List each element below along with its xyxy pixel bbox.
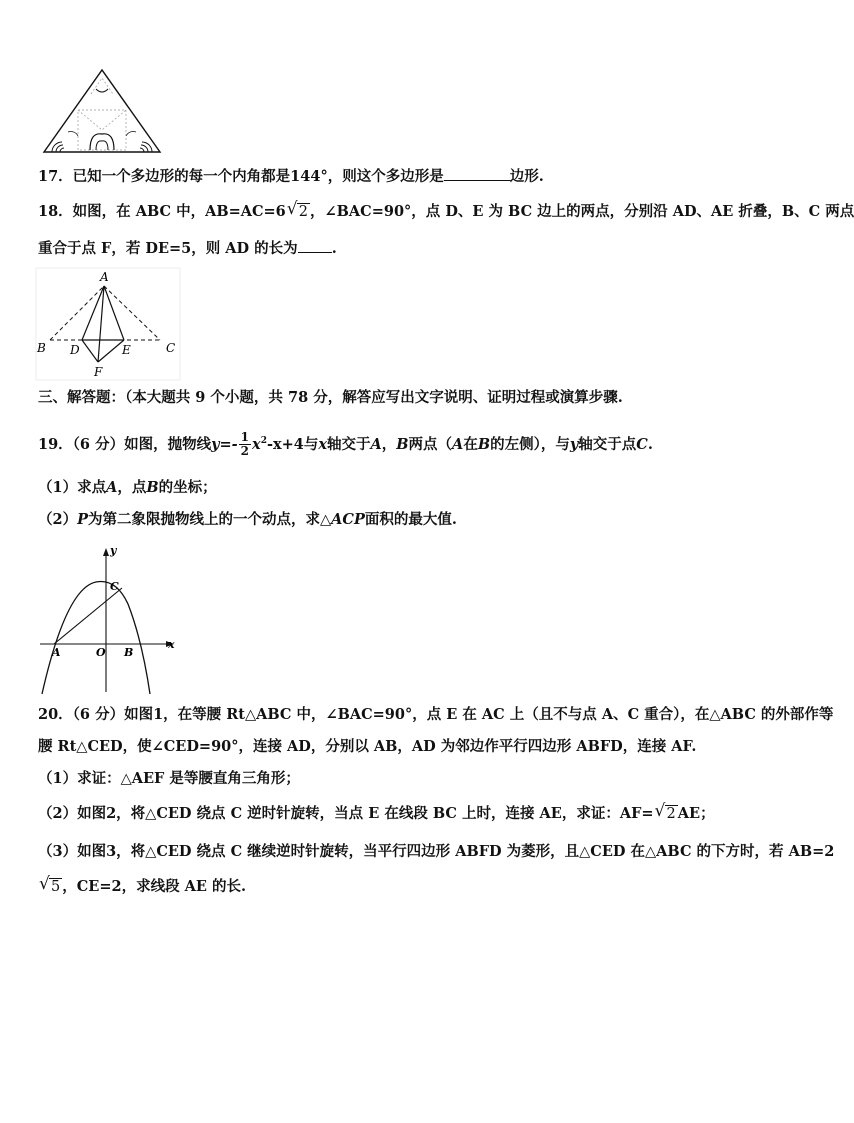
label-A: A <box>100 270 109 284</box>
question-18-line2 <box>38 238 758 259</box>
label-D: D <box>70 343 80 357</box>
label-y: y <box>110 544 117 557</box>
sqrt-radicand: 2 <box>298 204 309 220</box>
q19-text-g: 轴交于点 <box>578 435 637 453</box>
q18-text-end: . <box>331 240 337 257</box>
frac-denominator: 2 <box>240 444 250 459</box>
q19-sub1-point-a: A <box>106 479 118 496</box>
label-C: C <box>110 580 119 593</box>
question-19-sub2 <box>38 510 758 530</box>
triangle-pattern-figure <box>38 64 168 156</box>
q19-comma: ， <box>381 435 397 453</box>
q19-text-f: 的左侧），与 <box>490 435 570 453</box>
q18-text-b: ，∠BAC=90°，点 D、E 为 BC 边上的两点，分别沿 AD、AE 折叠，B、C 两点 <box>310 203 854 220</box>
label-F: F <box>94 365 103 379</box>
q20-text-1: 20．（6 分）如图1，在等腰 Rt△ABC 中，∠BAC=90°，点 E 在 AC 上（且不与点 A、C 重合），在△ABC 的外部作等 <box>38 706 834 723</box>
q19-y-axis: y <box>569 435 579 453</box>
q20-sub3-b: ，CE=2，求线段 AE 的长. <box>62 878 247 895</box>
q17-text-end: 边形. <box>509 168 544 185</box>
frac-numerator: 1 <box>240 430 250 445</box>
question-20-line1 <box>38 705 834 725</box>
q19-text-d: 两点（ <box>408 435 453 453</box>
section-3-title <box>38 388 758 408</box>
q18-text-a: 18．如图，在 ABC 中，AB=AC=6 <box>38 203 286 220</box>
label-A: A <box>52 646 61 659</box>
q19-text-c: 轴交于 <box>327 435 371 453</box>
question-20-sub3-line1 <box>38 842 835 862</box>
q19-sub1-c: 的坐标； <box>158 479 217 496</box>
q19-sub1-point-b: B <box>146 479 159 496</box>
q19-point-c: C <box>636 435 648 453</box>
sqrt-symbol <box>288 202 310 222</box>
q19-text-e: 在 <box>463 435 478 453</box>
question-20-sub2 <box>38 804 758 824</box>
q19-period: . <box>647 435 653 453</box>
q19-x: x <box>252 435 261 453</box>
fraction <box>239 431 251 458</box>
q20-text-2: 腰 Rt△CED，使∠CED=90°，连接 AD，分别以 AB，AD 为邻边作平行四边形 ABFD，连接 AF. <box>38 738 697 755</box>
q19-point-b: B <box>396 435 409 453</box>
q17-text: 17．已知一个多边形的每一个内角都是144°，则这个多边形是 <box>38 168 444 185</box>
q19-point-a2: A <box>452 435 464 453</box>
q20-sub1-text: （1）求证：△AEF 是等腰直角三角形； <box>38 770 300 787</box>
question-18-line1 <box>38 202 854 222</box>
label-C: C <box>166 341 176 355</box>
q19-square: 2 <box>260 436 267 446</box>
q19-y-eq: y=- <box>211 435 238 453</box>
label-B: B <box>37 341 46 355</box>
q19-sub2-point-p: P <box>77 511 88 528</box>
q20-sub3-a: （3）如图3，将△CED 绕点 C 继续逆时针旋转，当平行四边形 ABFD 为菱形，且△CED 在△ABC 的下方时，若 AB=2 <box>38 843 835 860</box>
question-19-sub1 <box>38 478 758 498</box>
q20-sub2-a: （2）如图2，将△CED 绕点 C 逆时针旋转，当点 E 在线段 BC 上时，连接 AE，求证：AF= <box>38 805 654 822</box>
label-B: B <box>124 646 134 659</box>
q19-point-b2: B <box>477 435 491 453</box>
parabola-figure <box>36 540 186 700</box>
question-20-sub1 <box>38 769 758 789</box>
q19-sub1-a: （1）求点 <box>38 479 107 496</box>
q20-sub2-b: AE； <box>677 805 715 822</box>
label-x: x <box>168 638 175 651</box>
sqrt-symbol <box>656 804 678 824</box>
question-17 <box>38 166 758 187</box>
question-20-line2 <box>38 737 758 757</box>
section-3-text: 三、解答题：（本大题共 9 个小题，共 78 分，解答应写出文字说明、证明过程或演算步骤. <box>38 389 623 406</box>
q19-text-b: 与 <box>303 435 319 453</box>
q19-x-rest: -x+4 <box>266 435 304 453</box>
q19-sub2-acp: ACP <box>331 511 365 528</box>
q19-sub2-a: （2） <box>38 511 78 528</box>
question-19-line1 <box>38 428 758 458</box>
folding-triangle-figure <box>36 268 186 380</box>
q19-x-axis: x <box>318 435 328 453</box>
answer-blank <box>298 238 332 253</box>
q19-sub2-b: 为第二象限抛物线上的一个动点，求△ <box>88 511 332 528</box>
q19-sub1-b: ，点 <box>117 479 147 496</box>
q18-text-c: 重合于点 F，若 DE=5，则 AD 的长为 <box>38 240 298 257</box>
question-20-sub3-line2 <box>38 877 758 897</box>
sqrt-symbol <box>40 877 62 897</box>
label-E: E <box>122 343 131 357</box>
label-O: O <box>96 646 106 659</box>
q19-sub2-c: 面积的最大值. <box>364 511 457 528</box>
answer-blank <box>444 166 510 181</box>
q19-text-a: 19．（6 分）如图，抛物线 <box>38 435 212 453</box>
sqrt-radicand: 2 <box>666 806 676 822</box>
q19-point-a: A <box>370 435 382 453</box>
sqrt-radicand: 5 <box>51 879 61 895</box>
